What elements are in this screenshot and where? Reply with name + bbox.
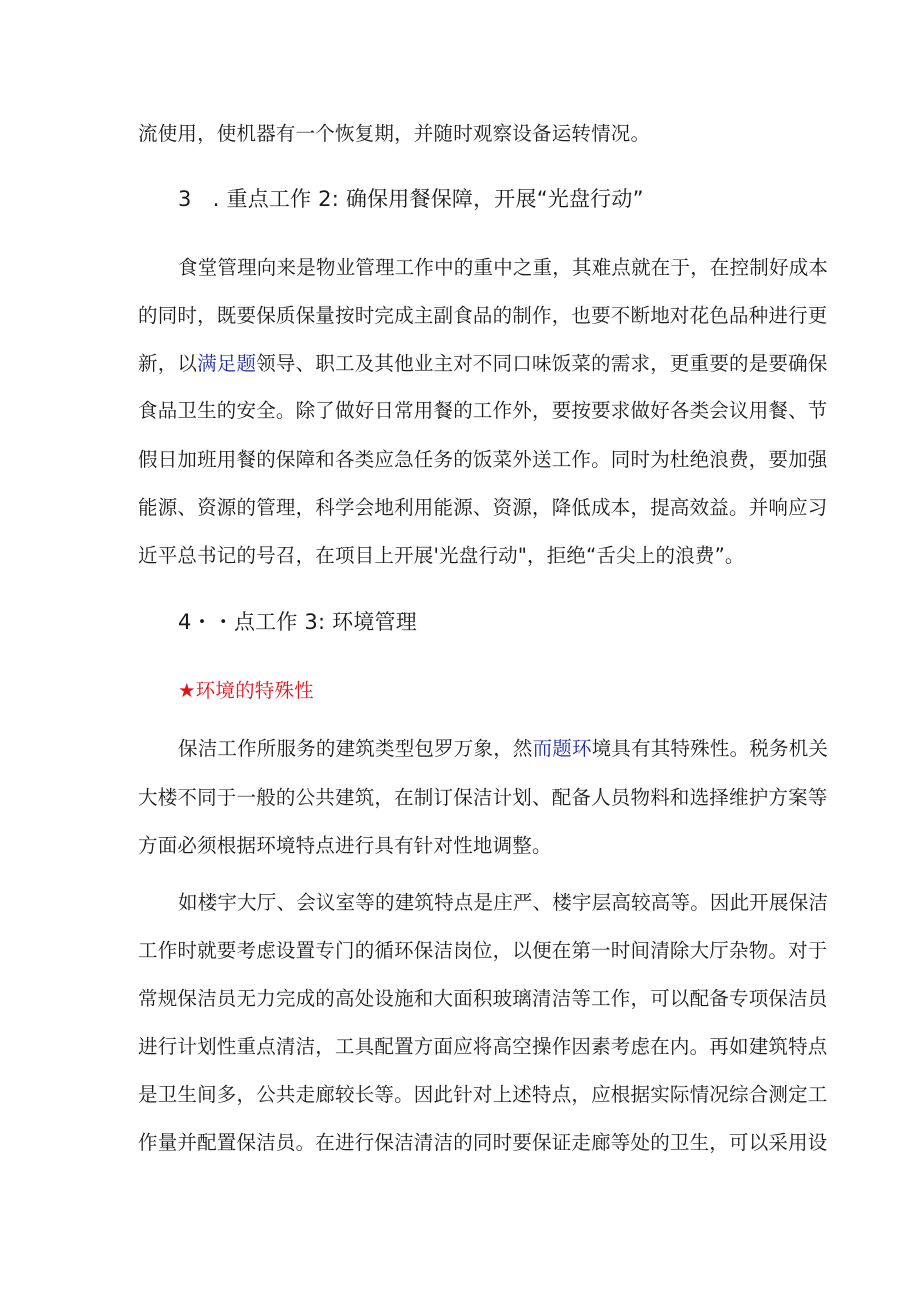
section-3-paragraph-line: 近平总书记的号召，在项目上开展'光盘行动"，拒绝“舌尖上的浪费”。 [138, 544, 745, 567]
section-4-heading: 4・・点工作 3: 环境管理 [178, 610, 417, 634]
hyperlink-text[interactable]: 而题环 [532, 737, 592, 760]
section-4-paragraph-line: 是卫生间多，公共走廊较长等。因此针对上述特点，应根据实际情况综合测定工 [138, 1083, 828, 1106]
section-3-heading: 3 . 重点工作 2: 确保用餐保障，开展“光盘行动” [178, 187, 644, 211]
section-3-paragraph-line: 食堂管理向来是物业管理工作中的重中之重，其难点就在于，在控制好成本 [178, 256, 829, 279]
text-run: 新，以 [138, 352, 198, 375]
section-3-paragraph-line: 食品卫生的安全。除了做好日常用餐的工作外，要按要求做好各类会议用餐、节 [138, 399, 828, 422]
section-4-paragraph-line: 如楼宇大厅、会议室等的建筑特点是庄严、楼宇层高较高等。因此开展保洁 [178, 891, 829, 914]
section-3-paragraph-line: 假日加班用餐的保障和各类应急任务的饭菜外送工作。同时为杜绝浪费，要加强 [138, 448, 828, 471]
section-4-paragraph-line: 常规保洁员无力完成的高处设施和大面积玻璃清洁等工作，可以配备专项保洁员 [138, 987, 828, 1010]
section-3-paragraph-line: 能源、资源的管理，科学会地利用能源、资源，降低成本，提高效益。并响应习 [138, 496, 828, 519]
section-4-paragraph-line: 方面必须根据环境特点进行具有针对性地调整。 [138, 834, 552, 857]
section-4-paragraph-line: 作量并配置保洁员。在进行保洁清洁的同时要保证走廊等处的卫生，可以采用设 [138, 1131, 828, 1154]
section-4-paragraph-line [178, 735, 828, 763]
text-run: 保洁工作所服务的建筑类型包罗万象，然 [178, 737, 533, 760]
hyperlink-text[interactable]: 满足题 [197, 352, 257, 375]
text-run: 境具有其特殊性。税务机关 [591, 737, 829, 760]
section-3-paragraph-line: 的同时，既要保质保量按时完成主副食品的制作，也要不断地对花色品种进行更 [138, 304, 828, 327]
section-4-paragraph-line: 大楼不同于一般的公共建筑，在制订保洁计划、配备人员物料和选择维护方案等 [138, 786, 828, 809]
continuation-text: 流使用，使机器有一个恢复期，并随时观察设备运转情况。 [138, 122, 651, 145]
text-run: 领导、职工及其他业主对不同口味饭菜的需求，更重要的是要确保 [256, 352, 828, 375]
section-4-paragraph-line: 进行计划性重点清洁，工具配置方面应将高空操作因素考虑在内。再如建筑特点 [138, 1035, 828, 1058]
section-3-paragraph-line [138, 350, 828, 378]
section-4-subheading: ★环境的特殊性 [178, 679, 314, 702]
section-4-paragraph-line: 工作时就要考虑设置专门的循环保洁岗位，以便在第一时间清除大厅杂物。对于 [138, 939, 828, 962]
